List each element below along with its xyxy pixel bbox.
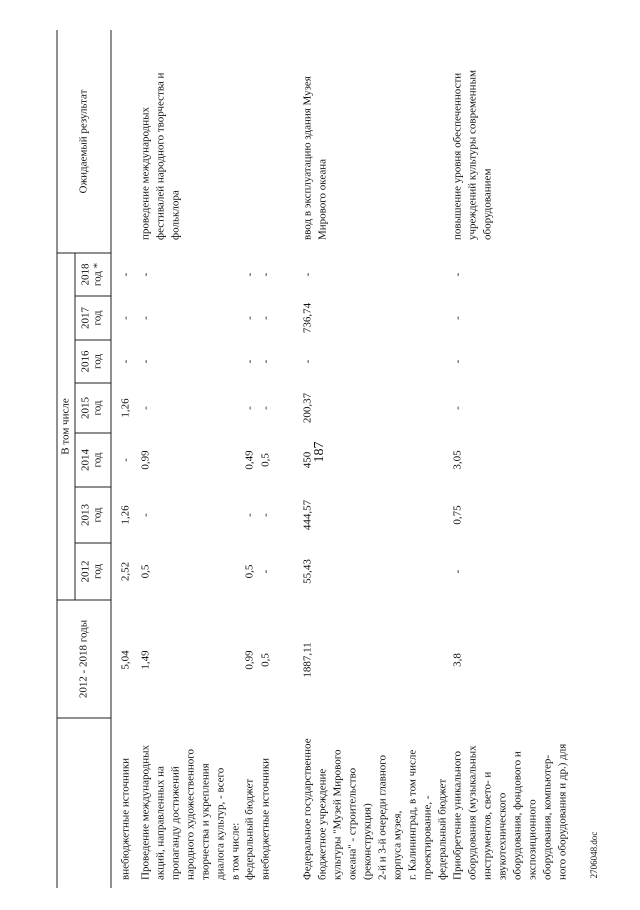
row-1-result-line: фольклора [169,190,182,240]
row-6-year-4: - [451,359,464,364]
row-0-year-3: 1,26 [119,398,132,418]
header-group-label: В том числе [59,398,72,455]
row-1-name-line: Проведение международных [139,744,152,880]
row-5-year-3: 200,37 [301,392,314,424]
row-5-name-line: океана" - строительство [346,767,359,880]
row-0-year-5: - [119,316,132,320]
row-4-year-5: - [259,316,272,320]
row-6-year-6: - [451,272,464,277]
row-1-year-3: - [139,406,152,410]
row-1-name-line: диалога культур, - всего [214,767,227,880]
row-1-year-2: 0,99 [139,450,152,470]
row-1-year-4: - [139,359,152,364]
row-1-result-line: проведение международных [139,106,152,240]
row-0-year-6: - [119,272,132,277]
row-6-year-5: - [451,316,464,320]
row-1-result-line: фестивалей народного творчества и [154,72,167,240]
row-5-name-line: (реконструкция) [361,803,374,880]
row-0-total: 5,04 [119,650,132,670]
row-1-year-0: 0,5 [139,564,152,579]
row-5-year-4: - [301,359,314,364]
header-year-6: 2018 [79,263,92,286]
header-year-unit-0: год [91,563,104,580]
row-0-year-4: - [119,359,132,364]
header-year-1: 2013 [79,504,92,526]
row-4-year-0: - [259,569,272,574]
row-5-result-line: ввод в эксплуатацию здания Музея [301,76,314,240]
row-3-year-4: - [243,359,256,364]
header-year-3: 2015 [79,397,92,419]
row-4-name-line: внебюджетные источники [259,757,272,880]
header-total-years: 2012 - 2018 годы [77,619,90,699]
row-3-year-0: 0,5 [243,564,256,579]
row-4-year-6: - [259,272,272,277]
row-0-year-2: - [119,458,132,462]
row-4-total: 0,5 [259,653,272,667]
header-year-unit-5: год [91,310,104,326]
row-5-total: 1887,11 [301,642,314,678]
row-3-name-line: федеральный бюджет [243,778,256,880]
row-0-year-0: 2,52 [119,561,132,582]
header-year-4: 2016 [79,350,92,373]
row-1-total: 1,49 [139,650,152,670]
row-6-name-line: инструментов, свето- и [481,771,494,880]
header-year-2: 2014 [79,449,92,471]
row-6-name-line: ного оборудования и др.) для [556,743,569,880]
row-5-name-line: г. Калининград, в том числе [406,749,419,880]
row-3-year-6: - [243,272,256,277]
row-1-year-5: - [139,316,152,320]
row-3-total: 0,99 [243,650,256,670]
row-5-year-0: 55,43 [301,559,314,584]
file-reference [586,820,602,890]
row-6-result-line: повышение уровня обеспеченности [451,72,464,240]
row-6-name-line: оборудования, компьютер- [541,755,554,880]
row-3-year-5: - [243,316,256,320]
row-3-year-3: - [243,406,256,410]
row-1-year-6: - [139,272,152,277]
row-5-name-line: Федеральное государственное [301,738,314,880]
row-6-name-line: оборудования, фондового и [511,751,524,880]
row-6-year-0: - [451,569,464,574]
row-6-result-line: оборудованием [481,168,494,240]
row-5-year-2: 450 [301,451,314,469]
row-6-name-line: Приобретение уникального [451,751,464,880]
row-5-year-6: - [301,272,314,277]
header-result: Ожидаемый результат [77,89,90,194]
row-4-year-4: - [259,359,272,364]
row-5-result-line: Мирового океана [316,158,329,240]
row-6-name-line: экспозиционного [526,799,539,880]
header-year-5: 2017 [79,307,92,329]
row-5-year-1: 444,57 [301,499,314,531]
header-year-unit-6: год * [91,262,104,287]
row-1-year-1: - [139,513,152,517]
row-3-year-2: 0,49 [243,450,256,470]
row-6-year-1: 0,75 [451,505,464,525]
row-4-year-1: - [259,513,272,517]
row-4-year-2: 0,5 [259,453,272,467]
row-1-name-line: акций, направленных на [154,766,167,880]
row-5-name-line: бюджетное учреждение [316,768,329,880]
header-year-unit-3: год [91,400,104,416]
file-reference-text: 2706048.doc [589,831,599,879]
row-0-name-line: внебюджетные источники [119,757,132,880]
row-5-year-5: 736,74 [301,302,314,334]
header-year-0: 2012 [79,560,92,583]
row-1-name-line: народного художественного [184,749,197,880]
row-2-name-line: в том числе: [229,822,242,880]
row-6-result-line: учреждений культуры современным [466,70,479,240]
page-number-text: 187 [312,441,327,463]
row-1-name-line: творчества и укрепления [199,763,212,880]
header-year-unit-2: год [91,452,104,468]
row-6-name-line: звукотехнического [496,792,509,880]
row-6-year-3: - [451,406,464,410]
row-5-name-line: культуры "Музей Мирового [331,749,344,880]
header-year-unit-1: год [91,507,104,523]
header-year-unit-4: год [91,353,104,370]
row-0-year-1: 1,26 [119,505,132,525]
row-5-name-line: проектирование, - [421,795,434,880]
row-1-name-line: пропаганду достижений [169,766,182,880]
row-6-year-2: 3,05 [451,450,464,470]
row-5-name-line: корпуса музея, [391,810,404,880]
row-3-year-1: - [243,513,256,517]
row-4-year-3: - [259,406,272,410]
row-5-name-line: федеральный бюджет [436,778,449,880]
row-6-total: 3,8 [451,653,464,667]
row-6-name-line: оборудования (музыкальных [466,745,479,880]
row-5-name-line: 2-й и 3-й очереди главного [376,755,389,880]
